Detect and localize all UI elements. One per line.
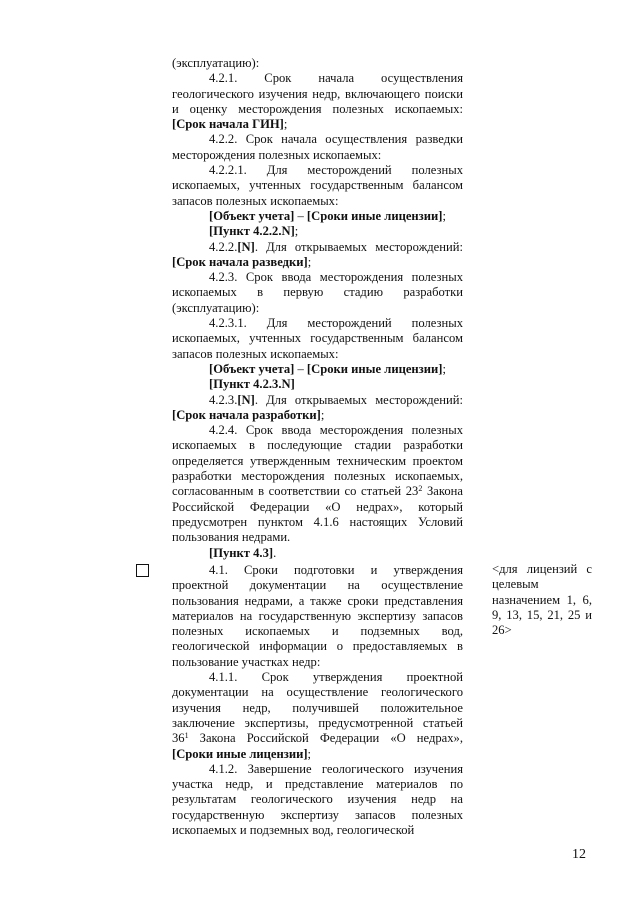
page-number: 12 [572, 847, 586, 862]
clause-block-4-1 [172, 563, 463, 838]
placeholder-line: [Пункт 4.2.2.N]; [209, 224, 299, 239]
side-note: <для лицензий с целевым назначением 1, 6, 9, 13, 15, 21, 25 и 26> [492, 562, 592, 638]
placeholder-line: [Пункт 4.2.3.N] [209, 377, 295, 392]
clause-4-1-1: 4.1.1. Срок утверждения проектной документации на осуществление геологического изучения недр, получившей положительное заключение экспертизы, предусмотренной статьей $36^1$ Закона Российской Федерации «О недрах», [Сроки иные лицензии]; [172, 670, 463, 761]
placeholder-field: [Срок начала ГИН] [172, 117, 284, 132]
placeholder-line: [Объект учета] – [Сроки иные лицензии]; [209, 361, 446, 376]
clause-4-2-2-n: 4.2.2.[N]. Для открываемых месторождений: [Срок начала разведки]; [172, 239, 463, 269]
clause-4-1-2: 4.1.2. Завершение геологического изучения участка недр, и представление материалов по результатам геологического изучения недр на государственную экспертизу запасов полезных ископаемых и подземных вод, геологической [172, 761, 463, 838]
clause-4-2-2-1: 4.2.2.1. Для месторождений полезных ископаемых, учтенных государственным балансом запасов полезных ископаемых: [172, 163, 463, 208]
placeholder-line: [Пункт 4.3]. [209, 545, 277, 560]
clause-4-2-2: 4.2.2. Срок начала осуществления разведки месторождения полезных ископаемых: [172, 132, 463, 162]
clause-4-2-3-n: 4.2.3.[N]. Для открываемых месторождений: [Срок начала разработки]; [172, 392, 463, 422]
clause-4-2-1: 4.2.1. Срок начала осуществления геологического изучения недр, включающего поиски и оценку месторождения полезных ископаемых: [Срок начала ГИН]; [172, 71, 463, 132]
clause-4-2-3-1: 4.2.3.1. Для месторождений полезных ископаемых, учтенных государственным балансом запасов полезных ископаемых: [172, 316, 463, 361]
placeholder-line: [Объект учета] – [Сроки иные лицензии]; [209, 208, 446, 223]
section-checkbox[interactable] [136, 564, 149, 577]
clause-4-2-3: 4.2.3. Срок ввода месторождения полезных ископаемых в первую стадию разработки (эксплуатацию): [172, 270, 464, 315]
text-line: (эксплуатацию): [172, 56, 260, 70]
clause-4-1: 4.1. Сроки подготовки и утверждения проектной документации на осуществление пользования недрами, а также сроки представления материалов на государственную экспертизу запасов полезных ископаемых и подземных вод, геологической информации о предоставляемых в пользование участках недр: [172, 563, 463, 669]
clause-block-4-2 [172, 56, 463, 561]
clause-4-2-4: 4.2.4. Срок ввода месторождения полезных ископаемых в последующие стадии разработки определяется утвержденным техническим проектом разработки месторождения полезных ископаемых, согласованным в соответствии со статьей $23^2$ Закона Российской Федерации «О недрах», который предусмотрен пунктом 4.1.6 настоящих Условий пользования недрами. [172, 423, 464, 545]
